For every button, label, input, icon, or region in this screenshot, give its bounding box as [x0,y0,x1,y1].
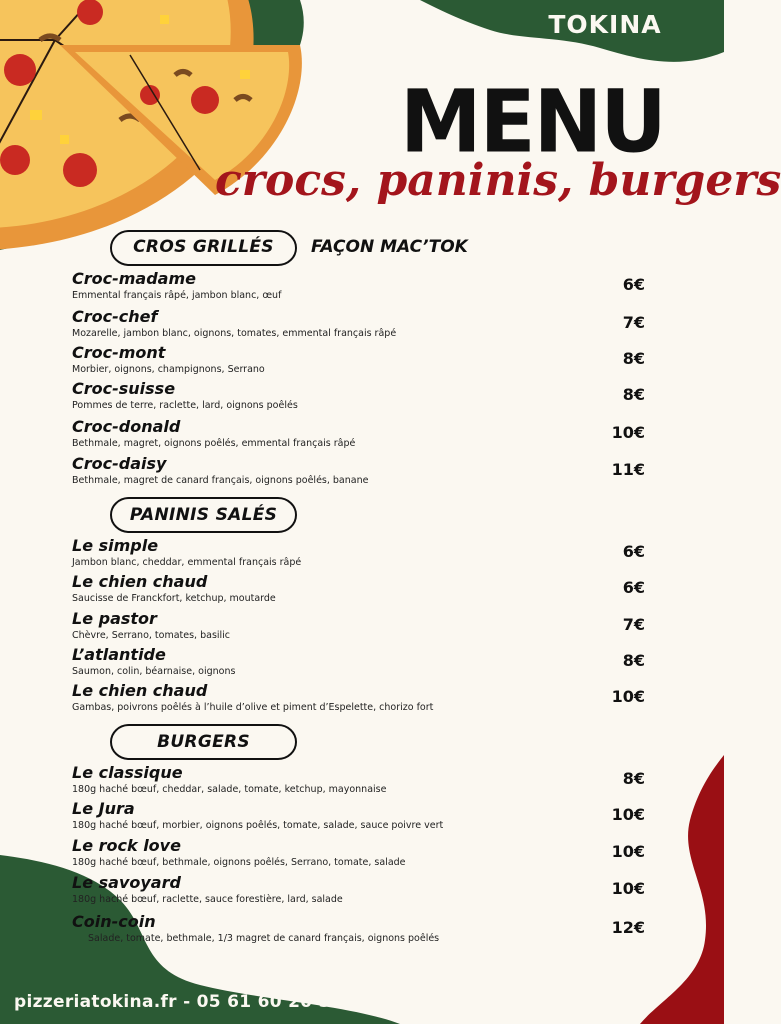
menu-item [72,379,647,413]
section-side-label: FAÇON MAC’TOK [311,237,468,257]
item-name: Croc-daisy [72,454,167,473]
item-desc: Pommes de terre, raclette, lard, oignons poêlés [72,400,298,411]
item-desc: Chèvre, Serrano, tomates, basilic [72,630,231,641]
item-name: Le classique [72,763,183,782]
menu-item [72,417,647,451]
item-price: 10€ [611,842,645,861]
item-name: Croc-madame [72,269,196,288]
item-desc: Saucisse de Franckfort, ketchup, moutarde [72,593,276,604]
item-price: 8€ [622,769,645,788]
item-price: 10€ [611,879,645,898]
item-name: Croc-mont [72,343,166,362]
item-desc: 180g haché bœuf, morbier, oignons poêlés, tomate, salade, sauce poivre vert [72,820,444,831]
page-subtitle: crocs, paninis, burgers [215,155,781,206]
brand-name: TOKINA [548,10,662,39]
menu-item [72,873,647,907]
menu-item [72,269,647,303]
item-price: 7€ [622,313,645,332]
menu-item [72,454,647,488]
item-desc: Morbier, oignons, champignons, Serrano [72,364,265,375]
section-title-cros: CROS GRILLÉS [133,237,274,257]
item-price: 10€ [611,687,645,706]
item-name: Le pastor [72,609,157,628]
item-price: 6€ [622,275,645,294]
menu-item [72,681,647,715]
item-price: 8€ [622,651,645,670]
item-name: L’atlantide [72,645,166,664]
item-name: Le chien chaud [72,681,208,700]
footer-contact: pizzeriatokina.fr - 05 61 60 20 58 [14,992,343,1012]
item-price: 10€ [611,423,645,442]
menu-item [72,609,647,643]
item-price: 11€ [611,460,645,479]
item-desc: 180g haché bœuf, raclette, sauce forestière, lard, salade [72,894,343,905]
item-price: 6€ [622,542,645,561]
menu-item [72,912,647,946]
item-desc: Salade, tomate, bethmale, 1/3 magret de canard français, oignons poêlés [88,933,440,944]
item-desc: Gambas, poivrons poêlés à l’huile d’olive et piment d’Espelette, chorizo fort [72,702,434,713]
menu-item [72,645,647,679]
menu-item [72,307,647,341]
item-desc: 180g haché bœuf, cheddar, salade, tomate, ketchup, mayonnaise [72,784,387,795]
page-title: MENU [400,72,665,173]
item-desc: Saumon, colin, béarnaise, oignons [72,666,236,677]
item-name: Le savoyard [72,873,181,892]
item-name: Le Jura [72,799,135,818]
item-price: 7€ [622,615,645,634]
item-desc: Jambon blanc, cheddar, emmental français râpé [72,557,302,568]
menu-item [72,572,647,606]
menu-item [72,763,647,797]
item-price: 6€ [622,578,645,597]
item-name: Croc-chef [72,307,158,326]
item-desc: Emmental français râpé, jambon blanc, œuf [72,290,282,301]
item-price: 12€ [611,918,645,937]
item-desc: Bethmale, magret de canard français, oignons poêlés, banane [72,475,369,486]
section-title-paninis: PANINIS SALÉS [129,505,278,525]
menu-item [72,836,647,870]
item-name: Le rock love [72,836,181,855]
menu-item [72,536,647,570]
item-name: Coin-coin [72,912,156,931]
item-name: Croc-suisse [72,379,176,398]
item-name: Le simple [72,536,159,555]
menu-item [72,343,647,377]
item-name: Le chien chaud [72,572,208,591]
item-price: 10€ [611,805,645,824]
item-desc: Mozarelle, jambon blanc, oignons, tomates, emmental français râpé [72,328,397,339]
menu-item [72,799,647,833]
section-title-burgers: BURGERS [157,732,250,752]
bottom-red-wave [640,755,724,1024]
item-desc: Bethmale, magret, oignons poêlés, emmental français râpé [72,438,356,449]
item-desc: 180g haché bœuf, bethmale, oignons poêlés, Serrano, tomate, salade [72,857,406,868]
item-price: 8€ [622,349,645,368]
item-name: Croc-donald [72,417,181,436]
item-price: 8€ [622,385,645,404]
